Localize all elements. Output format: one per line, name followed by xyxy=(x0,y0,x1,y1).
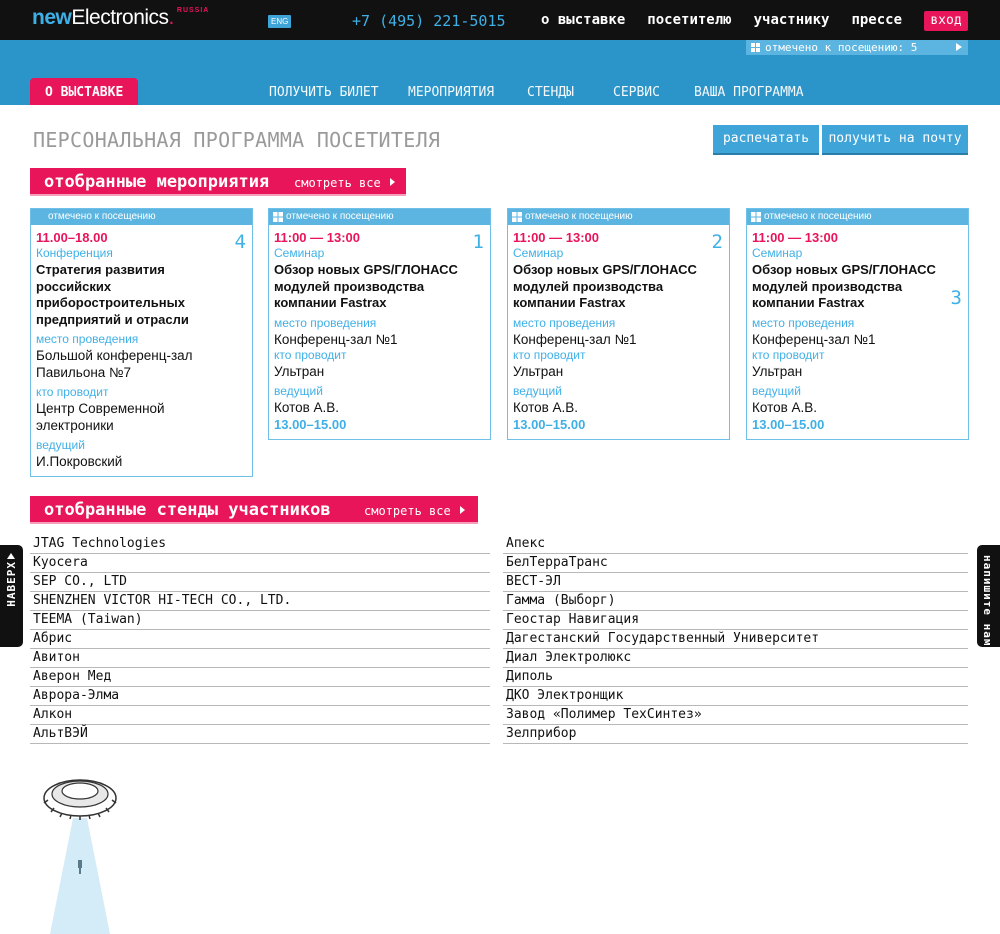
card-number: 1 xyxy=(472,231,484,253)
tab-your-program[interactable]: ВАША ПРОГРАММА xyxy=(694,85,804,100)
page-title: ПЕРСОНАЛЬНАЯ ПРОГРАММА ПОСЕТИТЕЛЯ xyxy=(33,128,441,152)
marked-label: отмечено к посещению xyxy=(286,211,394,222)
logo-new: new xyxy=(32,6,72,29)
tab-events[interactable]: МЕРОПРИЯТИЯ xyxy=(408,85,495,100)
login-button[interactable]: вход xyxy=(924,11,968,31)
marked-counter-label: отмечено к посещению: 5 xyxy=(765,41,918,54)
event-time: 11:00 — 13:00 xyxy=(513,230,600,245)
grid-icon xyxy=(273,212,283,222)
host-label: кто проводит xyxy=(36,385,109,399)
card-number: 3 xyxy=(950,287,962,309)
arrow-up-icon xyxy=(7,553,15,559)
grid-icon xyxy=(751,212,761,222)
place-label: место проведения xyxy=(36,332,139,346)
card-header xyxy=(269,209,490,225)
arrow-right-icon xyxy=(460,506,465,514)
top-nav-about[interactable]: о выставке xyxy=(541,12,626,28)
event-place: Конференц-зал №1 xyxy=(274,331,398,347)
event-duration: 13.00–15.00 xyxy=(274,416,347,432)
top-bar xyxy=(0,0,1000,40)
host-label: кто проводит xyxy=(274,347,347,362)
event-type: Конференция xyxy=(36,246,113,260)
stands-view-all-link[interactable]: смотреть все xyxy=(364,504,451,518)
marked-label: отмечено к посещению xyxy=(525,211,633,222)
grid-icon xyxy=(751,43,760,52)
event-title[interactable]: Обзор новых GPS/ГЛОНАСС модулей производства компании Fastrax xyxy=(752,262,936,310)
moderator-label: ведущий xyxy=(752,383,801,398)
event-place: Конференц-зал №1 xyxy=(752,331,876,347)
marked-label: отмечено к посещению xyxy=(764,211,872,222)
stand-list-item[interactable]: Алкон xyxy=(30,706,490,725)
event-moderator: И.Покровский xyxy=(36,454,123,469)
event-card[interactable] xyxy=(746,208,969,440)
stand-list-item[interactable]: Абрис xyxy=(30,630,490,649)
top-nav-press[interactable]: прессе xyxy=(851,12,903,28)
event-moderator: Котов А.В. xyxy=(752,399,818,415)
stand-list-item[interactable]: Геостар Навигация xyxy=(503,611,968,630)
card-header xyxy=(747,209,968,225)
event-duration: 13.00–15.00 xyxy=(752,416,825,432)
stands-section-header xyxy=(30,496,478,524)
stand-list-item[interactable]: JTAG Technologies xyxy=(30,535,490,554)
language-switch[interactable]: ENG xyxy=(268,15,291,28)
event-place: Большой конференц-зал Павильона №7 xyxy=(36,348,193,380)
arrow-right-icon xyxy=(956,43,962,51)
event-moderator: Котов А.В. xyxy=(513,399,579,415)
event-place: Конференц-зал №1 xyxy=(513,331,637,347)
moderator-label: ведущий xyxy=(36,438,85,452)
events-section-header xyxy=(30,168,406,196)
event-time: 11.00–18.00 xyxy=(36,230,108,245)
stand-list-item[interactable]: Зелприбор xyxy=(503,725,968,744)
card-number: 2 xyxy=(711,231,723,253)
stands-list-left xyxy=(30,535,490,744)
arrow-right-icon xyxy=(390,178,395,186)
stand-list-item[interactable]: Апекс xyxy=(503,535,968,554)
stand-list-item[interactable]: Диал Электролюкс xyxy=(503,649,968,668)
event-host: Центр Современной электроники xyxy=(36,401,165,433)
place-label: место проведения xyxy=(752,315,855,330)
grid-icon xyxy=(512,212,522,222)
stand-list-item[interactable]: АльтВЭЙ xyxy=(30,725,490,744)
send-email-button[interactable]: получить на почту xyxy=(822,125,968,153)
event-time: 11:00 — 13:00 xyxy=(274,230,361,245)
place-label: место проведения xyxy=(513,315,616,330)
moderator-label: ведущий xyxy=(274,383,323,398)
events-view-all-link[interactable]: смотреть все xyxy=(294,176,381,190)
event-title[interactable]: Стратегия развития российских приборостроительных предприятий и отрасли xyxy=(36,262,189,327)
marked-counter[interactable] xyxy=(746,40,968,55)
event-type: Семинар xyxy=(513,246,564,260)
stand-list-item[interactable]: SEP CO., LTD xyxy=(30,573,490,592)
stand-list-item[interactable]: Kyocera xyxy=(30,554,490,573)
event-host: Ультран xyxy=(274,363,325,379)
marked-label: отмечено к посещению xyxy=(48,211,156,222)
stand-list-item[interactable]: Гамма (Выборг) xyxy=(503,592,968,611)
logo-dot: . xyxy=(168,6,174,29)
event-time: 11:00 — 13:00 xyxy=(752,230,839,245)
ufo-icon xyxy=(40,770,120,934)
place-label: место проведения xyxy=(274,315,377,330)
stand-list-item[interactable]: ВЕСТ-ЭЛ xyxy=(503,573,968,592)
tab-about[interactable]: О ВЫСТАВКЕ xyxy=(30,78,138,105)
stand-list-item[interactable]: Диполь xyxy=(503,668,968,687)
top-nav-participant[interactable]: участнику xyxy=(753,12,830,28)
logo-electronics: Electronics xyxy=(71,6,169,29)
event-moderator: Котов А.В. xyxy=(274,399,340,415)
subnav xyxy=(0,85,1000,101)
event-title[interactable]: Обзор новых GPS/ГЛОНАСС модулей производства компании Fastrax xyxy=(513,262,697,310)
stand-list-item[interactable]: TEEMA (Taiwan) xyxy=(30,611,490,630)
phone-number: +7 (495) 221-5015 xyxy=(352,12,506,30)
event-card[interactable] xyxy=(30,208,253,477)
host-label: кто проводит xyxy=(752,347,825,362)
back-to-top-tab[interactable] xyxy=(0,545,23,647)
event-type: Семинар xyxy=(752,246,803,260)
card-header xyxy=(508,209,729,225)
write-us-tab[interactable] xyxy=(977,545,1000,647)
tab-stands[interactable]: СТЕНДЫ xyxy=(527,85,574,100)
tab-service[interactable]: СЕРВИС xyxy=(613,85,660,100)
top-nav-visitor[interactable]: посетителю xyxy=(647,12,732,28)
event-card[interactable] xyxy=(507,208,730,440)
card-header xyxy=(31,209,252,225)
stand-list-item[interactable]: Аверон Мед xyxy=(30,668,490,687)
card-number: 4 xyxy=(234,231,246,253)
event-title[interactable]: Обзор новых GPS/ГЛОНАСС модулей производства компании Fastrax xyxy=(274,262,458,310)
event-card[interactable] xyxy=(268,208,491,440)
events-section-title: отобранные мероприятия xyxy=(44,172,270,192)
event-host: Ультран xyxy=(513,363,564,379)
stand-list-item[interactable]: ДКО Электронщик xyxy=(503,687,968,706)
stand-list-item[interactable]: Аврора-Элма xyxy=(30,687,490,706)
top-nav xyxy=(541,12,902,28)
moderator-label: ведущий xyxy=(513,383,562,398)
event-host: Ультран xyxy=(752,363,803,379)
stand-list-item[interactable]: SHENZHEN VICTOR HI-TECH CO., LTD. xyxy=(30,592,490,611)
stands-section-title: отобранные стенды участников xyxy=(44,500,331,520)
stand-list-item[interactable]: БелТерраТранс xyxy=(503,554,968,573)
stands-list-right xyxy=(503,535,968,744)
stand-list-item[interactable]: Завод «Полимер ТехСинтез» xyxy=(503,706,968,725)
stand-list-item[interactable]: Авитон xyxy=(30,649,490,668)
event-duration: 13.00–15.00 xyxy=(513,416,586,432)
back-to-top-label: НАВЕРХ xyxy=(5,561,18,607)
stand-list-item[interactable]: Дагестанский Государственный Университет xyxy=(503,630,968,649)
print-button[interactable]: распечатать xyxy=(713,125,819,153)
write-us-label: напишите нам xyxy=(981,555,994,647)
logo[interactable] xyxy=(32,6,209,30)
host-label: кто проводит xyxy=(513,347,586,362)
tab-get-ticket[interactable]: ПОЛУЧИТЬ БИЛЕТ xyxy=(269,85,379,100)
logo-russia: RUSSIA xyxy=(176,7,210,14)
event-type: Семинар xyxy=(274,246,325,260)
